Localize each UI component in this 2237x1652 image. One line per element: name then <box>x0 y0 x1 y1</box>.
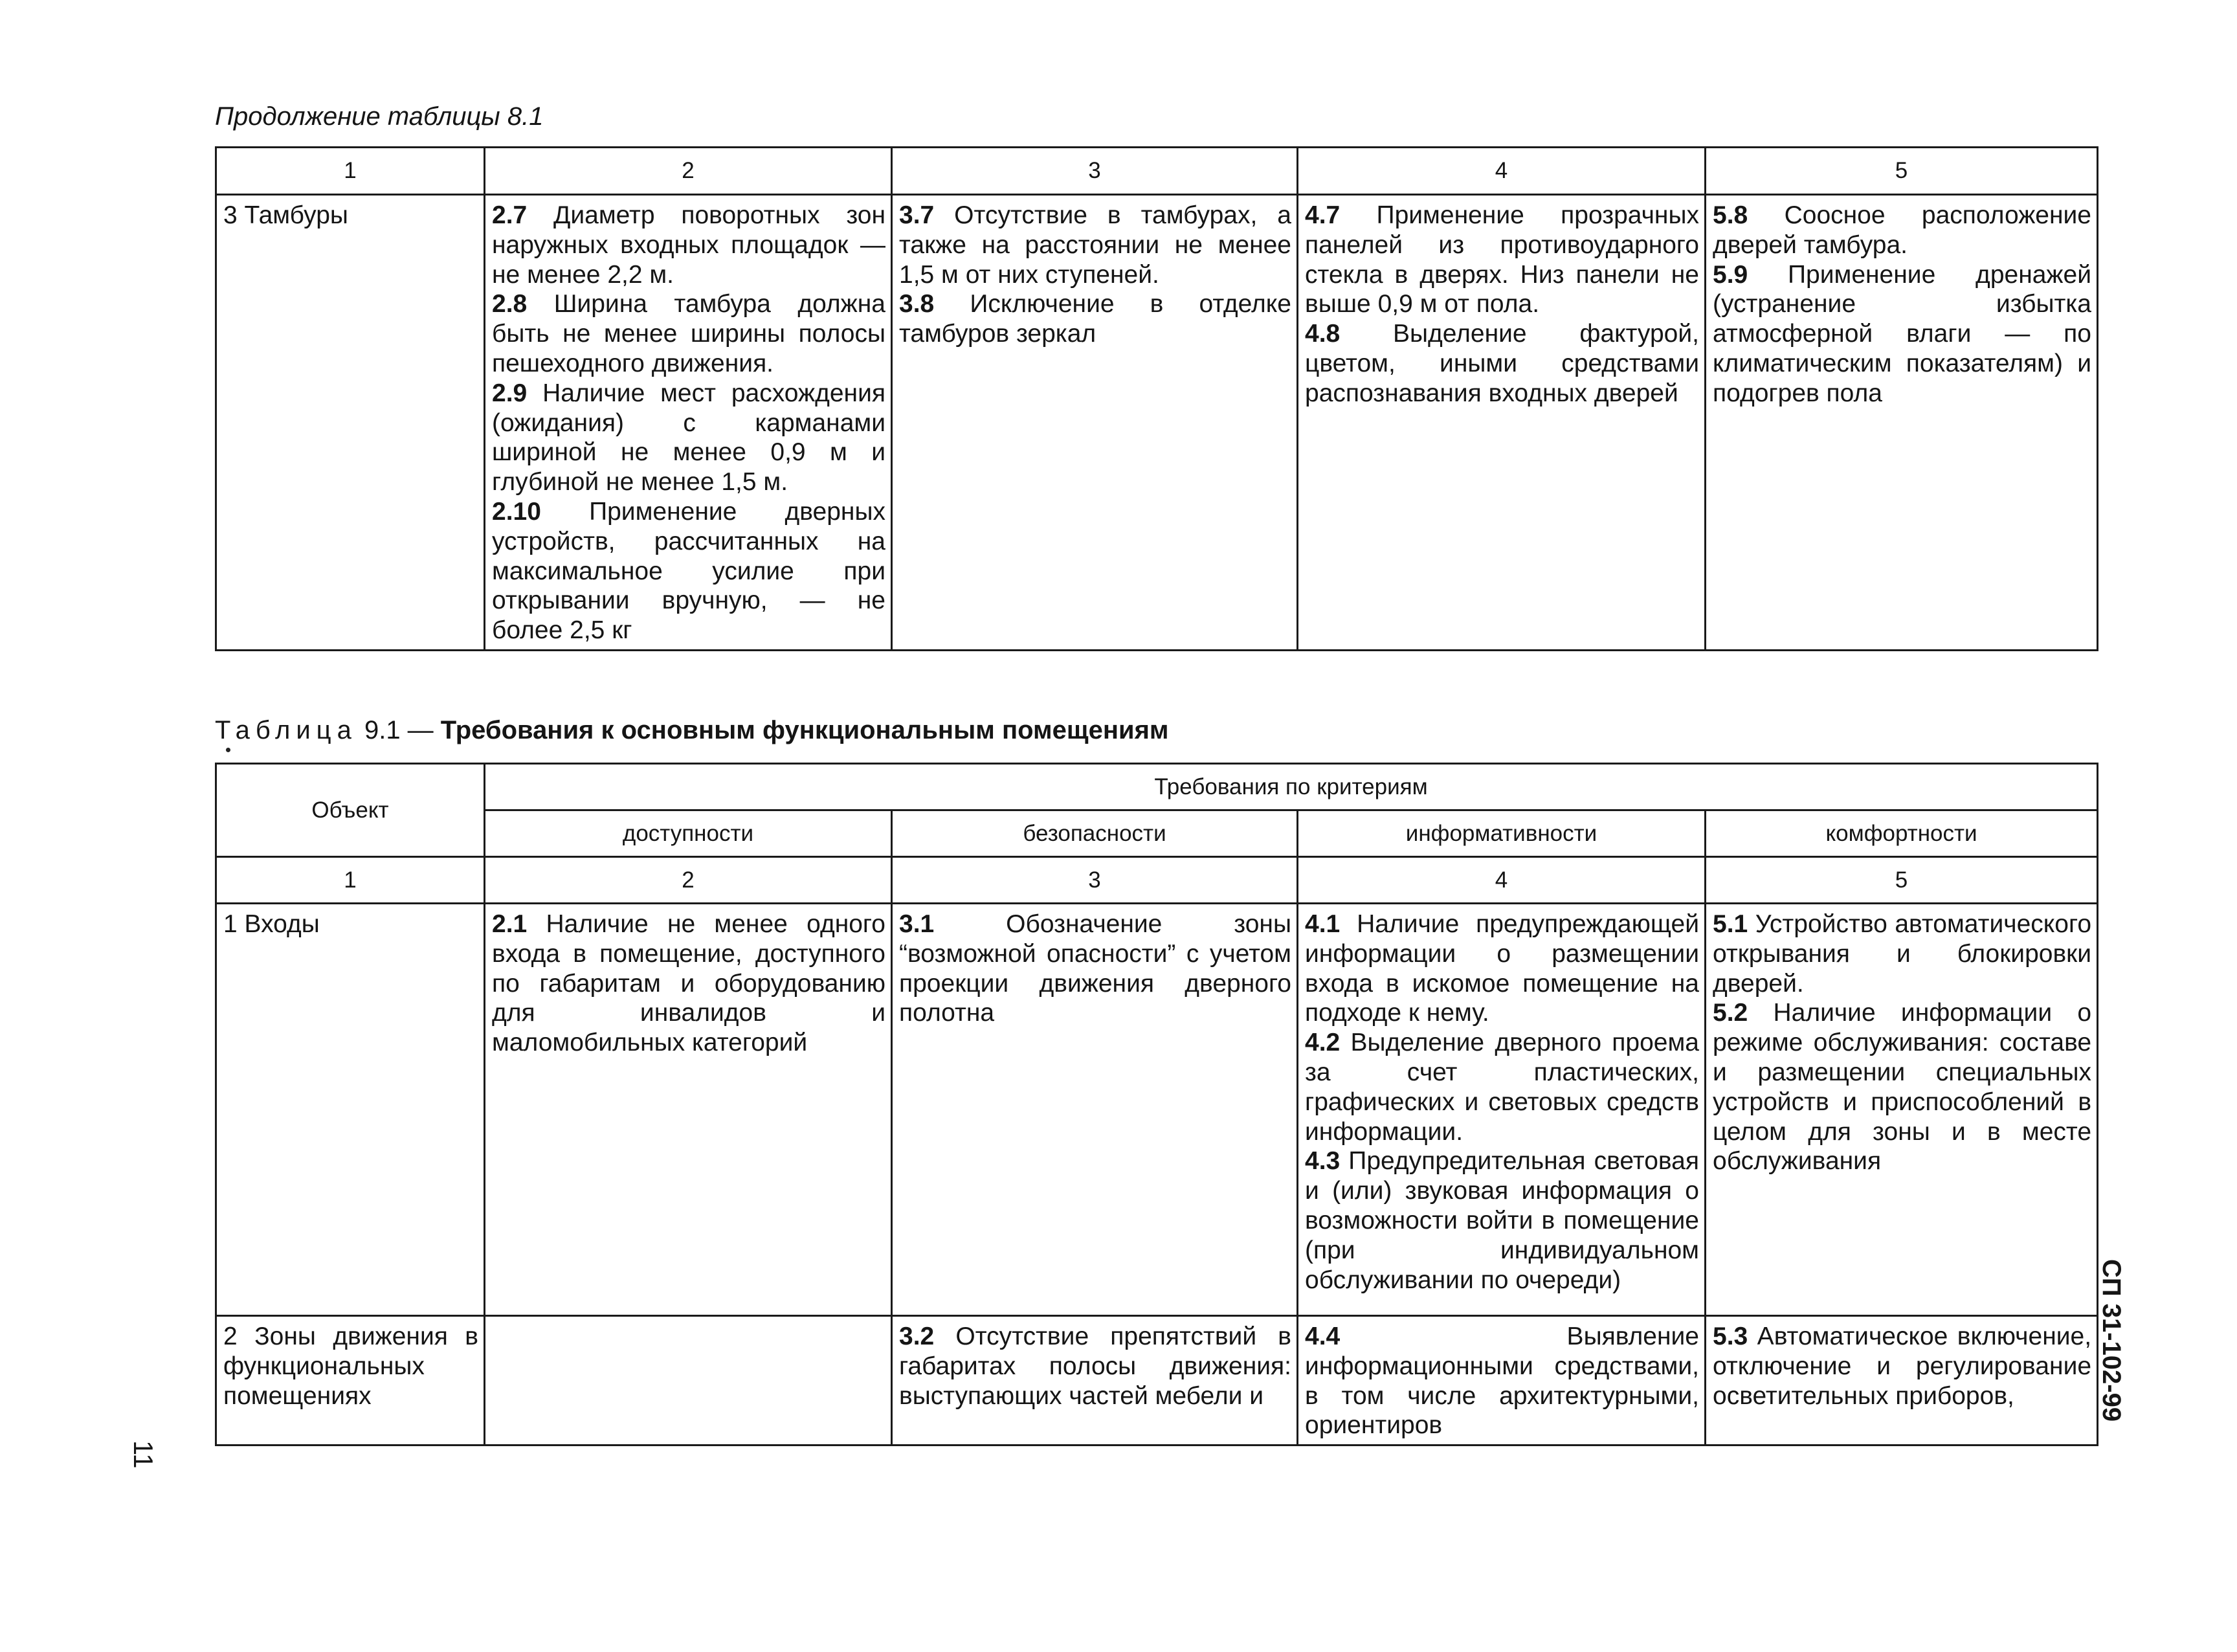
requirement-item: 4.3 Предупредительная световая и (или) звуковая информация о возможности войти в помещение (при индивидуальном обслуживании по очереди) <box>1305 1147 1699 1294</box>
requirement-item: 4.7 Применение прозрачных панелей из противоударного стекла в дверях. Низ панели не выше 0,9 м от пола. <box>1305 201 1699 318</box>
table-label: Таблица <box>215 716 357 744</box>
safety-cell <box>892 1316 1298 1446</box>
page-number: 11 <box>128 1440 159 1469</box>
object-label: 3 Тамбуры <box>223 201 348 229</box>
col-number: 5 <box>1706 148 2098 195</box>
requirement-item: 2.8 Ширина тамбура должна быть не менее ширины полосы пешеходного движения. <box>492 290 885 377</box>
requirement-item: 3.7 Отсутствие в тамбурах, а также на расстоянии не менее 1,5 м от них ступеней. <box>899 201 1291 289</box>
accessibility-cell <box>485 904 892 1316</box>
requirement-item: 5.9 Применение дренажей (устранение избытка атмосферной влаги — по климатическим показателям) и подогрев пола <box>1713 260 2091 407</box>
col-number: 4 <box>1298 148 1706 195</box>
requirement-item: 2.1 Наличие не менее одного входа в помещение, доступного по габаритам и оборудованию для инвалидов и маломобильных категорий <box>492 910 885 1057</box>
requirement-item: 5.2 Наличие информации о режиме обслуживания: составе и размещении специальных устройств и приспособлений в целом для зоны и в месте обслуживания <box>1713 999 2092 1176</box>
column-number-row <box>216 148 2098 195</box>
col-number: 1 <box>216 148 485 195</box>
column-number-row <box>216 857 2098 904</box>
comfort-cell <box>1706 195 2098 651</box>
col-number: 3 <box>892 857 1298 904</box>
object-label: 1 Входы <box>223 910 320 938</box>
table-9-1-title <box>215 715 1169 746</box>
continuation-caption: Продолжение таблицы 8.1 <box>215 102 544 131</box>
col-number: 5 <box>1706 857 2098 904</box>
header-object: Объект <box>216 764 485 857</box>
col-number: 4 <box>1298 857 1706 904</box>
criteria-row <box>216 810 2098 857</box>
col-number: 3 <box>892 148 1298 195</box>
comfort-cell <box>1706 904 2098 1316</box>
safety-cell <box>892 195 1298 651</box>
object-cell <box>216 195 485 651</box>
informativeness-cell <box>1298 195 1706 651</box>
col-number: 2 <box>485 148 892 195</box>
comfort-cell <box>1706 1316 2098 1446</box>
table-row <box>216 1316 2098 1446</box>
table-title: Требования к основным функциональным помещениям <box>440 716 1169 744</box>
requirement-item: 4.8 Выделение фактурой, цветом, иными средствами распознавания входных дверей <box>1305 320 1699 407</box>
requirement-item: 5.8 Соосное расположение дверей тамбура. <box>1713 201 2091 259</box>
criterion-comfort: комфортности <box>1706 810 2098 857</box>
dot-mark <box>226 748 230 752</box>
table-row <box>216 195 2098 651</box>
requirement-item: 4.1 Наличие предупреждающей информации о размещении входа в искомое помещение на подходе к нему. <box>1305 910 1699 1027</box>
criterion-safety: безопасности <box>892 810 1298 857</box>
informativeness-cell <box>1298 1316 1706 1446</box>
criterion-accessibility: доступности <box>485 810 892 857</box>
accessibility-cell <box>485 1316 892 1446</box>
requirement-item: 2.7 Диаметр поворотных зон наружных входных площадок — не менее 2,2 м. <box>492 201 885 289</box>
requirement-item: 4.4 Выявление информационными средствами, в том числе архитектурными, ориентиров <box>1305 1323 1699 1440</box>
requirement-item: 5.3 Автоматическое включение, отключение и регулирование осветительных приборов, <box>1713 1323 2092 1410</box>
col-number: 1 <box>216 857 485 904</box>
requirement-item: 5.1 Устройство автоматического открывания и блокировки дверей. <box>1713 910 2092 998</box>
object-label: 2 Зоны движения в функциональных помещениях <box>223 1323 478 1410</box>
header-requirements: Требования по критериям <box>485 764 2098 810</box>
safety-cell <box>892 904 1298 1316</box>
object-cell <box>216 904 485 1316</box>
informativeness-cell <box>1298 904 1706 1316</box>
requirement-item: 3.8 Исключение в отделке тамбуров зеркал <box>899 290 1291 348</box>
object-cell <box>216 1316 485 1446</box>
requirement-item: 3.1 Обозначение зоны “возможной опасности” с учетом проекции движения дверного полотна <box>899 910 1291 1027</box>
accessibility-cell <box>485 195 892 651</box>
table-number: 9.1 — <box>357 716 441 744</box>
requirement-item: 3.2 Отсутствие препятствий в габаритах полосы движения: выступающих частей мебели и <box>899 1323 1291 1410</box>
criterion-informativeness: информативности <box>1298 810 1706 857</box>
requirement-item: 2.9 Наличие мест расхождения (ожидания) с карманами шириной не менее 0,9 м и глубиной не менее 1,5 м. <box>492 379 885 497</box>
document-code: СП 31-102-99 <box>2097 1259 2126 1422</box>
requirement-item: 2.10 Применение дверных устройств, рассчитанных на максимальное усилие при открывании вручную, — не более 2,5 кг <box>492 497 885 645</box>
requirement-item: 4.2 Выделение дверного проема за счет пластических, графических и световых средств информации. <box>1305 1029 1699 1146</box>
table-8-1 <box>215 146 2098 651</box>
table-row <box>216 904 2098 1316</box>
table-9-1 <box>215 763 2098 1446</box>
header-row <box>216 764 2098 810</box>
col-number: 2 <box>485 857 892 904</box>
